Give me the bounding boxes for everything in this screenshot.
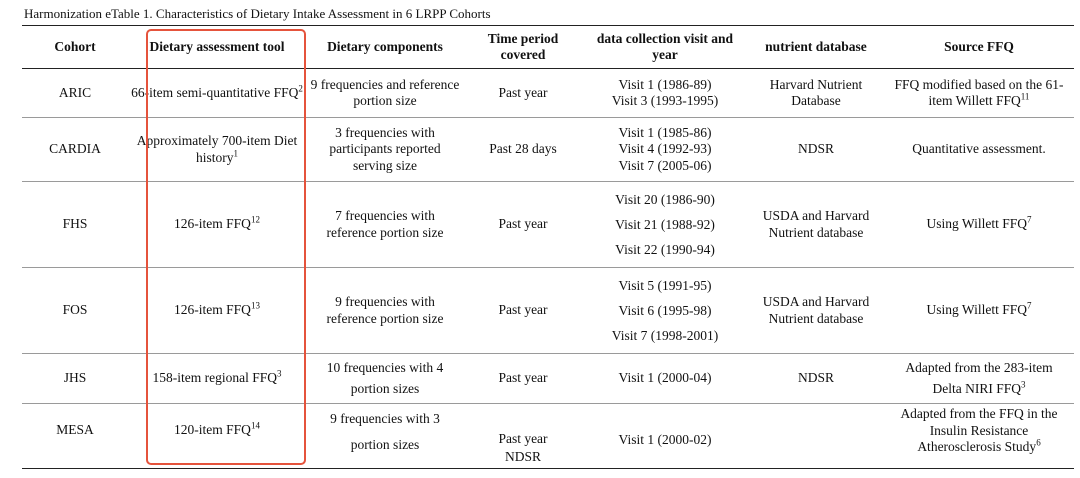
table-row xyxy=(22,69,1074,118)
header-tool: Dietary assessment tool xyxy=(128,26,306,69)
source-cell: Quantitative assessment. xyxy=(884,118,1074,182)
tool-cell: 126-item FFQ$^{13}$ xyxy=(128,268,306,354)
cohort-cell: FOS xyxy=(22,268,128,354)
tool-cell: 120-item FFQ$^{14}$ xyxy=(128,404,306,469)
source-cell: FFQ modified based on the 61-item Willett FFQ$^{11}$ xyxy=(884,69,1074,118)
cohort-cell: FHS xyxy=(22,182,128,268)
components-cell: 10 frequencies with 4 portion sizes xyxy=(306,354,464,404)
visit-cell: Visit 1 (1985-86) Visit 4 (1992-93) Visit 7 (2005-06) xyxy=(582,118,748,182)
table-caption: Harmonization eTable 1. Characteristics of Dietary Intake Assessment in 6 LRPP Cohorts xyxy=(24,6,491,21)
database-cell: Harvard Nutrient Database xyxy=(748,69,884,118)
database-cell: USDA and Harvard Nutrient database xyxy=(748,182,884,268)
period-cell: Past year xyxy=(464,354,582,404)
header-visit: data collection visit and year xyxy=(582,26,748,69)
table-row xyxy=(22,118,1074,182)
visit-cell: Visit 20 (1986-90) Visit 21 (1988-92) Visit 22 (1990-94) xyxy=(582,182,748,268)
header-components: Dietary components xyxy=(306,26,464,69)
cohort-cell: CARDIA xyxy=(22,118,128,182)
cohort-cell: MESA xyxy=(22,404,128,469)
characteristics-table xyxy=(22,25,1074,469)
period-cell: Past year xyxy=(464,182,582,268)
components-cell: 9 frequencies with reference portion size xyxy=(306,268,464,354)
period-cell: Past year xyxy=(464,69,582,118)
table-row xyxy=(22,354,1074,404)
database-cell: USDA and Harvard Nutrient database xyxy=(748,268,884,354)
database-cell xyxy=(748,404,884,469)
table-row xyxy=(22,404,1074,469)
header-period: Time period covered xyxy=(464,26,582,69)
database-cell: NDSR xyxy=(748,354,884,404)
source-cell: Adapted from the 283-item Delta NIRI FFQ$^3$ xyxy=(884,354,1074,404)
source-cell: Using Willett FFQ$^7$ xyxy=(884,268,1074,354)
table-row xyxy=(22,182,1074,268)
cohort-cell: ARIC xyxy=(22,69,128,118)
tool-cell: 66-item semi-quantitative FFQ$^2$ xyxy=(128,69,306,118)
visit-cell: Visit 1 (2000-02) xyxy=(582,404,748,469)
components-cell: 9 frequencies with 3 portion sizes xyxy=(306,404,464,469)
header-database: nutrient database xyxy=(748,26,884,69)
source-cell: Adapted from the FFQ in the Insulin Resistance Atherosclerosis Study$^6$ xyxy=(884,404,1074,469)
table-row xyxy=(22,268,1074,354)
header-row xyxy=(22,26,1074,69)
period-cell: Past year xyxy=(464,268,582,354)
tool-cell: 158-item regional FFQ$^3$ xyxy=(128,354,306,404)
components-cell: 7 frequencies with reference portion size xyxy=(306,182,464,268)
visit-cell: Visit 1 (2000-04) xyxy=(582,354,748,404)
components-cell: 3 frequencies with participants reported serving size xyxy=(306,118,464,182)
source-cell: Using Willett FFQ$^7$ xyxy=(884,182,1074,268)
header-source: Source FFQ xyxy=(884,26,1074,69)
cohort-cell: JHS xyxy=(22,354,128,404)
database-cell: NDSR xyxy=(748,118,884,182)
tool-cell: 126-item FFQ$^{12}$ xyxy=(128,182,306,268)
header-cohort: Cohort xyxy=(22,26,128,69)
visit-cell: Visit 1 (1986-89) Visit 3 (1993-1995) xyxy=(582,69,748,118)
period-cell: Past year NDSR xyxy=(464,404,582,469)
components-cell: 9 frequencies and reference portion size xyxy=(306,69,464,118)
tool-cell: Approximately 700-item Diet history$^1$ xyxy=(128,118,306,182)
period-cell: Past 28 days xyxy=(464,118,582,182)
visit-cell: Visit 5 (1991-95) Visit 6 (1995-98) Visit 7 (1998-2001) xyxy=(582,268,748,354)
